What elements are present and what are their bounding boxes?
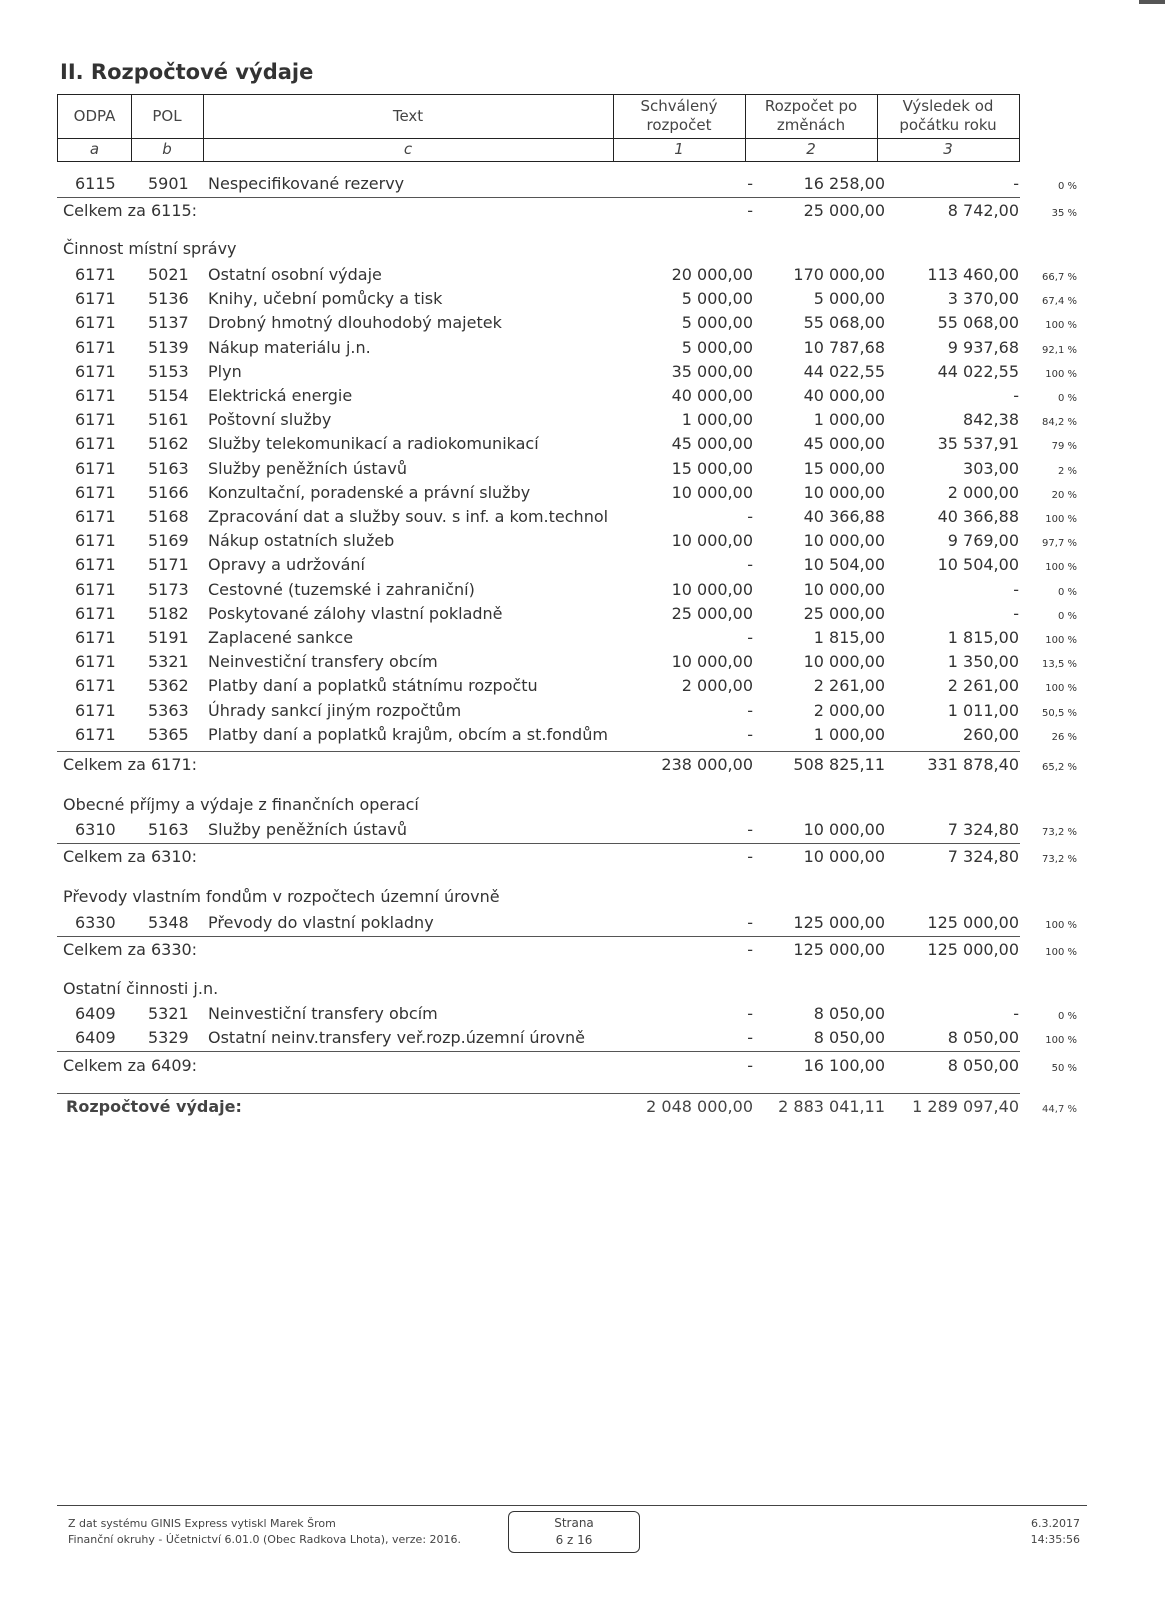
table-row: 6171 5161 Poštovní služby 1 000,00 1 000,00 842,38 84,2 %	[75, 410, 1077, 430]
total-row-6330: Celkem za 6330: - 125 000,00 125 000,00 100 %	[63, 940, 1077, 959]
total-row-6115: Celkem za 6115: - 25 000,00 8 742,00 35 %	[63, 201, 1077, 220]
scan-edge-mark	[1139, 0, 1165, 4]
table-row: 6171 5363 Úhrady sankcí jiným rozpočtům - 2 000,00 1 011,00 50,5 %	[75, 700, 1077, 720]
section-heading-6330: Převody vlastním fondům v rozpočtech územní úrovně	[63, 887, 500, 906]
header-idx-3: 3	[943, 140, 953, 158]
table-row: 6409 5329 Ostatní neinv.transfery veř.rozp.územní úrovně - 8 050,00 8 050,00 100 %	[75, 1028, 1077, 1047]
table-row: 6171 5362 Platby daní a poplatků státnímu rozpočtu 2 000,00 2 261,00 2 261,00 100 %	[75, 676, 1077, 696]
table-row: 6171 5168 Zpracování dat a služby souv. s inf. a kom.technol - 40 366,88 40 366,88 100 %	[75, 507, 1077, 526]
footer-printed-by: Z dat systému GINIS Express vytiskl Marek Šrom	[68, 1517, 336, 1530]
header-odpa: ODPA	[73, 107, 116, 125]
page-number-box	[508, 1511, 640, 1553]
table-row: 6171 5163 Služby peněžních ústavů 15 000,00 15 000,00 303,00 2 %	[75, 458, 1077, 478]
header-idx-c: c	[403, 140, 413, 158]
table-row: 6171 5139 Nákup materiálu j.n. 5 000,00 10 787,68 9 937,68 92,1 %	[75, 337, 1077, 357]
table-row: 6171 5182 Poskytované zálohy vlastní pokladně 25 000,00 25 000,00 - 0 %	[75, 603, 1077, 623]
header-idx-a: a	[89, 140, 100, 158]
table-row: 6171 5173 Cestovné (tuzemské i zahraniční) 10 000,00 10 000,00 - 0 %	[75, 579, 1077, 599]
total-row-6409: Celkem za 6409: - 16 100,00 8 050,00 50 %	[63, 1056, 1077, 1075]
page-title: II. Rozpočtové výdaje	[60, 60, 314, 84]
table-row: 6171 5021 Ostatní osobní výdaje 20 000,00 170 000,00 113 460,00 66,7 %	[75, 265, 1077, 284]
table-row: 6171 5166 Konzultační, poradenské a právní služby 10 000,00 10 000,00 2 000,00 20 %	[75, 482, 1077, 502]
table-row: 6171 5153 Plyn 35 000,00 44 022,55 44 022,55 100 %	[75, 361, 1077, 381]
page-value: 6 z 16	[555, 1533, 593, 1547]
table-row: 6409 5321 Neinvestiční transfery obcím - 8 050,00 - 0 %	[75, 1004, 1077, 1023]
table-row: 6330 5348 Převody do vlastní pokladny - 125 000,00 125 000,00 100 %	[75, 913, 1077, 932]
grand-total-row: Rozpočtové výdaje: 2 048 000,00 2 883 041,11 1 289 097,40 44,7 %	[66, 1097, 1077, 1116]
table-row: 6171 5191 Zaplacené sankce - 1 815,00 1 815,00 100 %	[75, 628, 1077, 647]
footer-divider	[57, 1505, 1087, 1506]
section-heading-6171: Činnost místní správy	[63, 239, 237, 258]
section-heading-6409: Ostatní činnosti j.n.	[63, 979, 219, 998]
table-row: 6171 5154 Elektrická energie 40 000,00 40 000,00 - 0 %	[75, 386, 1077, 405]
header-idx-1: 1	[674, 140, 684, 158]
section-heading-6310: Obecné příjmy a výdaje z finančních operací	[63, 795, 419, 814]
page-label: Strana	[554, 1516, 594, 1530]
table-row: 6115 5901 Nespecifikované rezervy - 16 258,00 - 0 %	[75, 174, 1077, 193]
footer-date: 6.3.2017	[1031, 1517, 1080, 1530]
header-col2: Rozpočet po změnách	[764, 97, 858, 134]
table-row: 6171 5321 Neinvestiční transfery obcím 10 000,00 10 000,00 1 350,00 13,5 %	[75, 652, 1077, 672]
header-col1: Schválený rozpočet	[640, 97, 718, 134]
table-row: 6171 5136 Knihy, učební pomůcky a tisk 5 000,00 5 000,00 3 370,00 67,4 %	[75, 289, 1077, 309]
header-idx-b: b	[162, 140, 172, 158]
table-row: 6171 5162 Služby telekomunikací a radiokomunikací 45 000,00 45 000,00 35 537,91 79 %	[75, 434, 1077, 454]
table-row: 6310 5163 Služby peněžních ústavů - 10 000,00 7 324,80 73,2 %	[75, 820, 1077, 839]
header-idx-2: 2	[806, 140, 816, 158]
header-text: Text	[392, 107, 424, 125]
table-row: 6171 5137 Drobný hmotný dlouhodobý majetek 5 000,00 55 068,00 55 068,00 100 %	[75, 313, 1077, 333]
table-header	[57, 94, 1020, 162]
table-row: 6171 5171 Opravy a udržování - 10 504,00 10 504,00 100 %	[75, 555, 1077, 575]
header-pol: POL	[152, 107, 182, 125]
header-col3: Výsledek od počátku roku	[899, 97, 997, 134]
footer-time: 14:35:56	[1030, 1533, 1080, 1546]
table-row: 6171 5365 Platby daní a poplatků krajům, obcím a st.fondům - 1 000,00 260,00 26 %	[75, 724, 1077, 744]
total-row-6171: Celkem za 6171: 238 000,00 508 825,11 331 878,40 65,2 %	[63, 755, 1077, 774]
table-row: 6171 5169 Nákup ostatních služeb 10 000,00 10 000,00 9 769,00 97,7 %	[75, 531, 1077, 551]
total-row-6310: Celkem za 6310: - 10 000,00 7 324,80 73,2 %	[63, 847, 1077, 866]
footer-system: Finanční okruhy - Účetnictví 6.01.0 (Obec Radkova Lhota), verze: 2016.	[68, 1533, 462, 1546]
